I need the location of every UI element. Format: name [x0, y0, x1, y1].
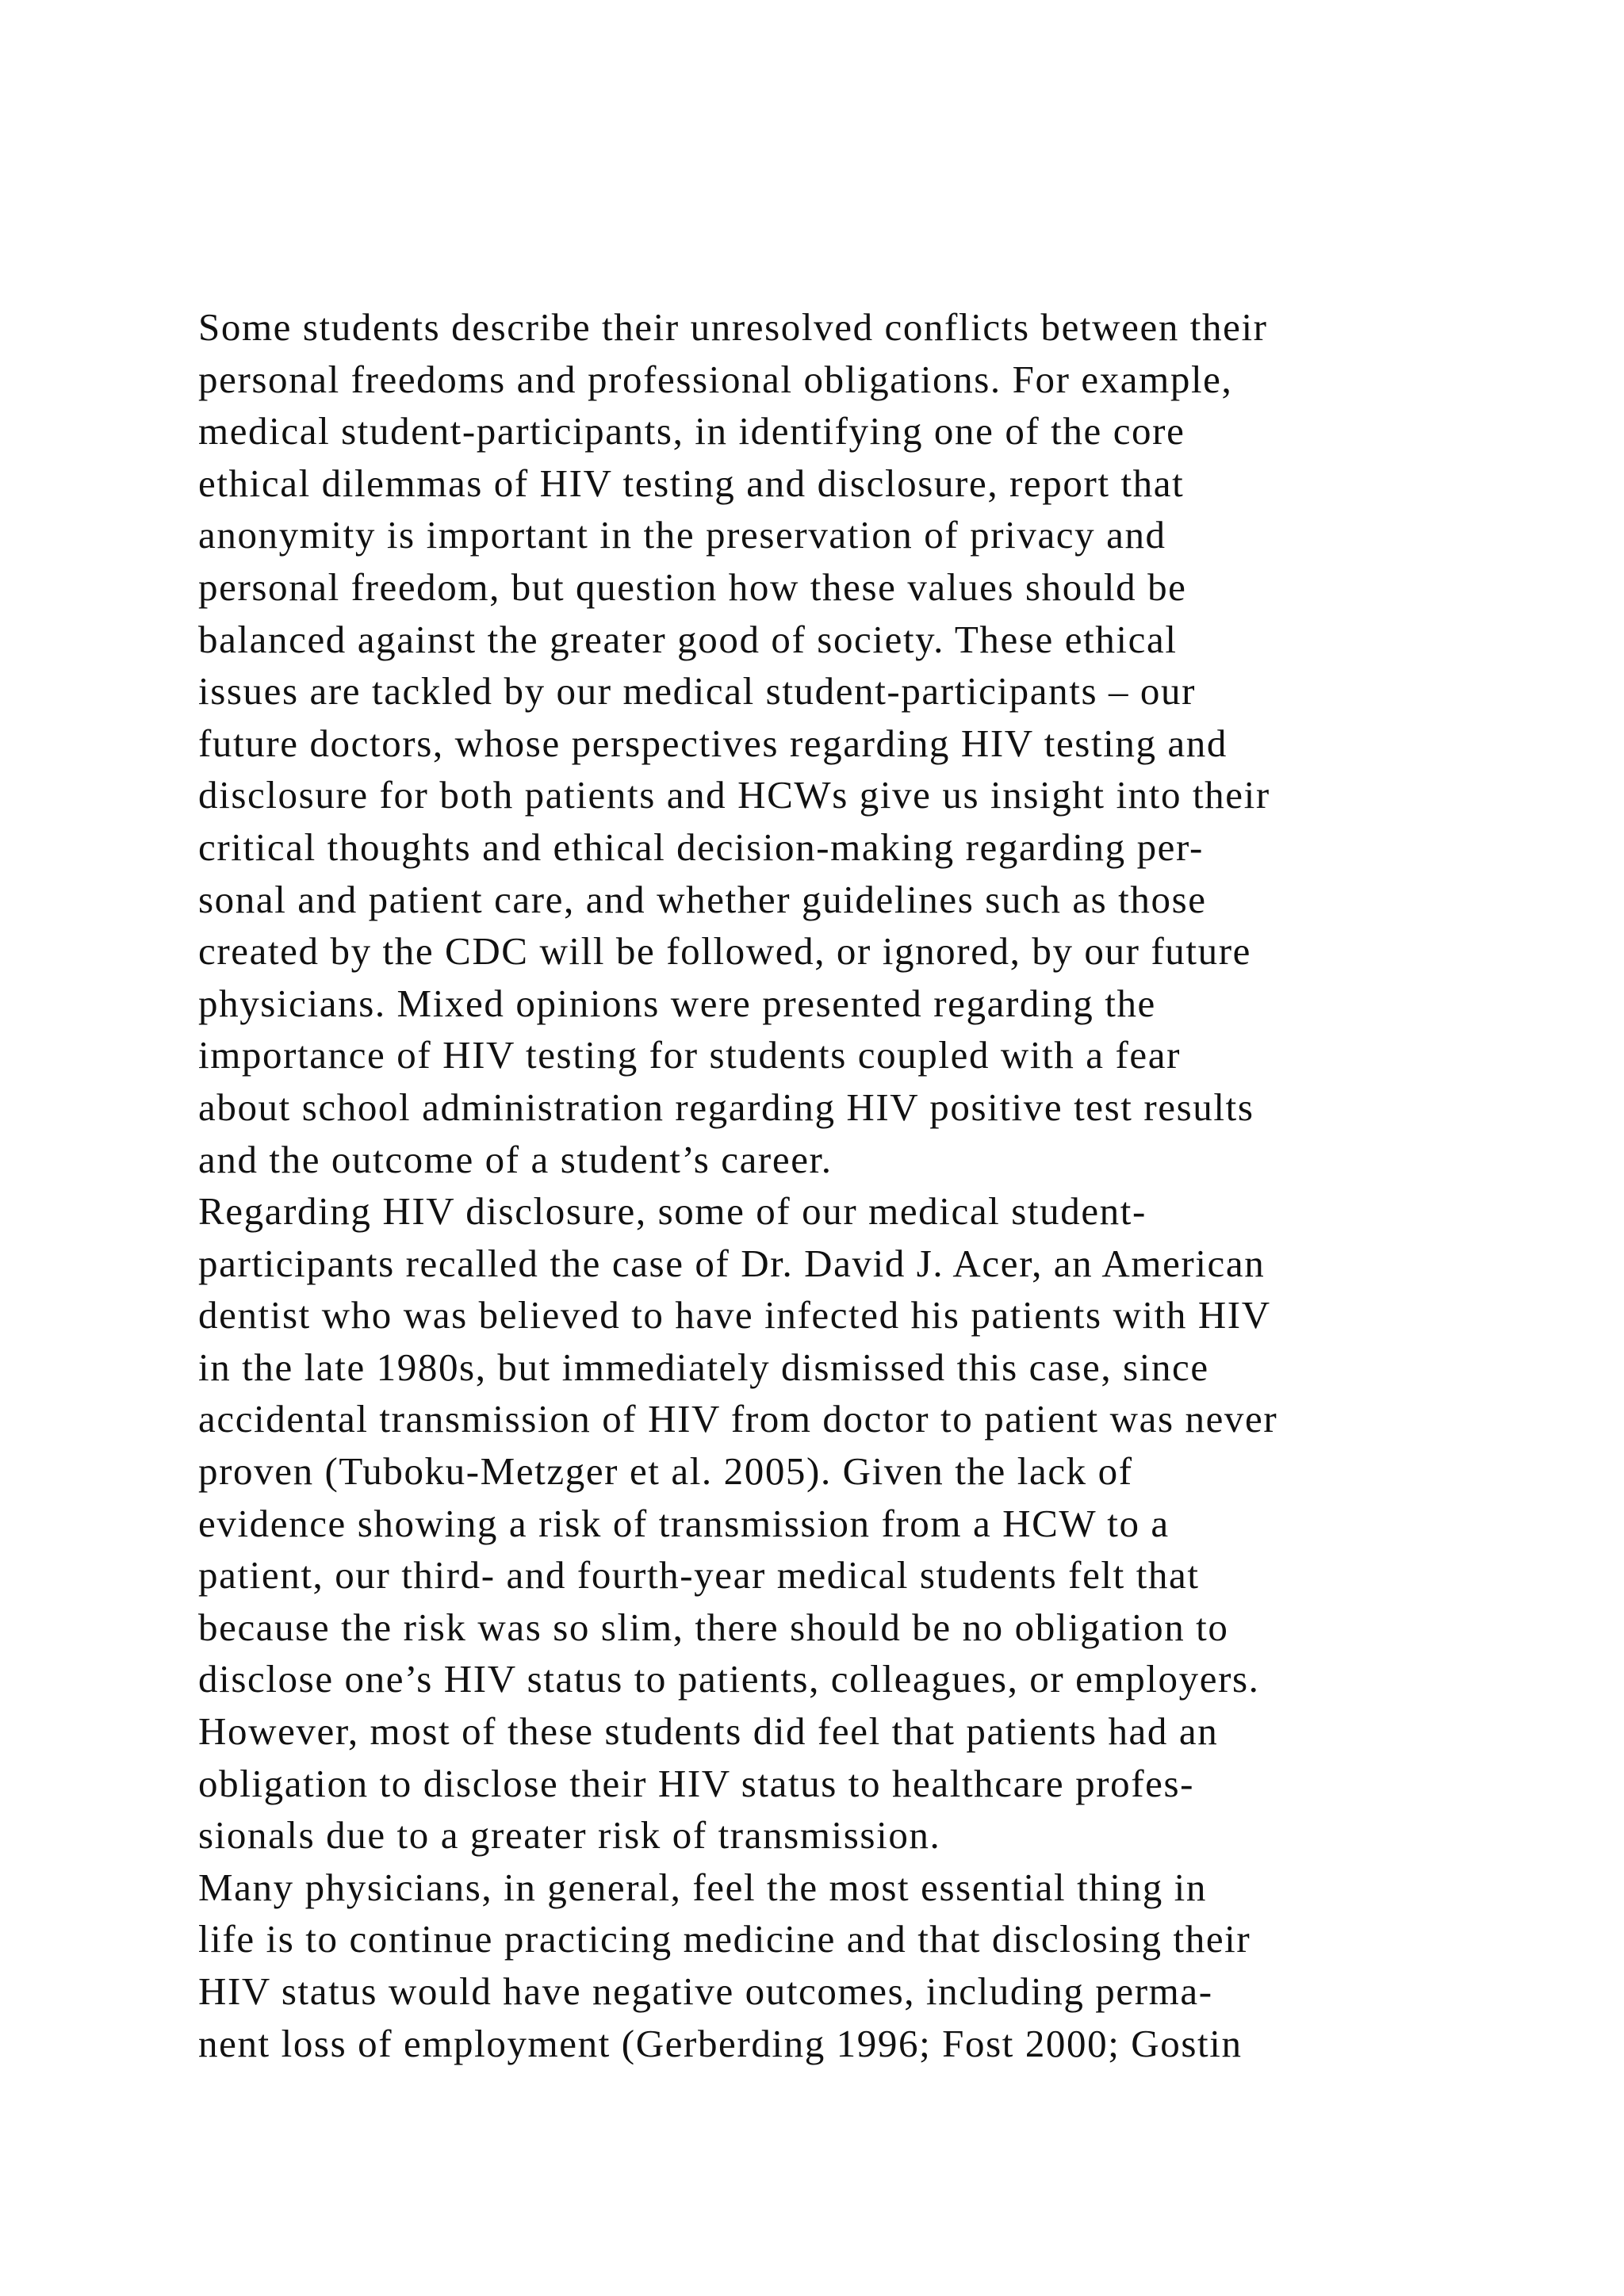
text-line: importance of HIV testing for students coupled with a fear — [198, 1033, 1181, 1077]
body-text — [198, 301, 1546, 2069]
text-line: participants recalled the case of Dr. David J. Acer, an American — [198, 1241, 1266, 1285]
text-line: personal freedom, but question how these values should be — [198, 564, 1187, 609]
text-line: evidence showing a risk of transmission from a HCW to a — [198, 1501, 1170, 1545]
text-line: dentist who was believed to have infected his patients with HIV — [198, 1293, 1271, 1337]
text-line: proven (Tuboku-Metzger et al. 2005). Given the lack of — [198, 1449, 1133, 1494]
text-line: physicians. Mixed opinions were presented regarding the — [198, 981, 1156, 1025]
text-line: medical student-participants, in identifying one of the core — [198, 409, 1185, 453]
text-line: and the outcome of a student’s career. — [198, 1137, 833, 1181]
text-line: created by the CDC will be followed, or ignored, by our future — [198, 929, 1251, 974]
text-line: HIV status would have negative outcomes, including perma- — [198, 1969, 1213, 2013]
text-line: anonymity is important in the preservation of privacy and — [198, 513, 1166, 557]
text-line: However, most of these students did feel that patients had an — [198, 1709, 1219, 1754]
text-line: patient, our third- and fourth-year medical students felt that — [198, 1553, 1200, 1598]
text-line: in the late 1980s, but immediately dismissed this case, since — [198, 1345, 1209, 1389]
text-line: accidental transmission of HIV from doctor to patient was never — [198, 1397, 1278, 1441]
text-line: Some students describe their unresolved conflicts between their — [198, 305, 1268, 349]
text-line: issues are tackled by our medical student-participants – our — [198, 669, 1197, 714]
text-line: sonal and patient care, and whether guidelines such as those — [198, 877, 1207, 921]
text-line: future doctors, whose perspectives regarding HIV testing and — [198, 721, 1228, 765]
text-line: Regarding HIV disclosure, some of our medical student- — [198, 1189, 1147, 1234]
text-line: obligation to disclose their HIV status to healthcare profes- — [198, 1761, 1195, 1805]
text-line: personal freedoms and professional obligations. For example, — [198, 357, 1233, 401]
text-line: sionals due to a greater risk of transmission. — [198, 1813, 941, 1858]
text-line: because the risk was so slim, there should be no obligation to — [198, 1605, 1229, 1649]
text-line: balanced against the greater good of society. These ethical — [198, 617, 1178, 661]
text-line: ethical dilemmas of HIV testing and disclosure, report that — [198, 461, 1185, 505]
text-line: disclosure for both patients and HCWs give us insight into their — [198, 773, 1270, 817]
text-line: life is to continue practicing medicine and that disclosing their — [198, 1917, 1251, 1961]
text-line: critical thoughts and ethical decision-making regarding per- — [198, 825, 1204, 869]
text-line: nent loss of employment (Gerberding 1996; Fost 2000; Gostin — [198, 2021, 1243, 2065]
text-line: about school administration regarding HIV positive test results — [198, 1085, 1254, 1129]
text-line: Many physicians, in general, feel the most essential thing in — [198, 1865, 1207, 1909]
text-line: disclose one’s HIV status to patients, colleagues, or employers. — [198, 1657, 1260, 1701]
